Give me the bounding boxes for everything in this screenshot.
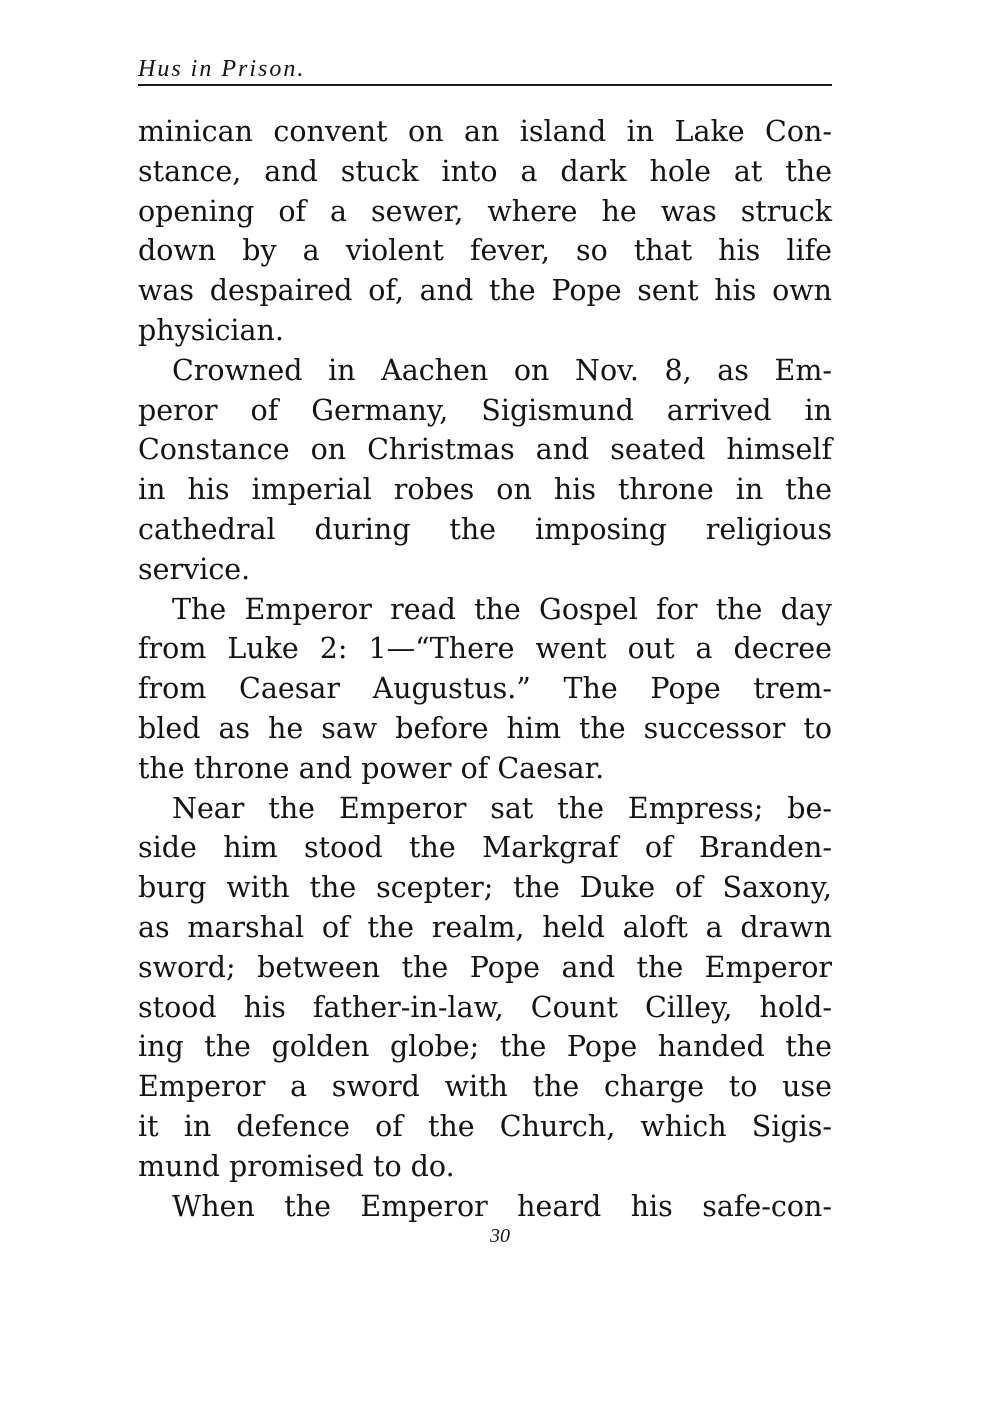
text-line: The Emperor read the Gospel for the day	[172, 592, 832, 626]
text-line: in his imperial robes on his throne in the	[138, 473, 832, 507]
text-line: peror of Germany, Sigismund arrived in	[138, 393, 832, 427]
text-line: the throne and power of Caesar.	[138, 751, 605, 785]
text-line: opening of a sewer, where he was struck	[138, 194, 832, 228]
text-line: mund promised to do.	[138, 1149, 455, 1183]
text-line: stance, and stuck into a dark hole at the	[138, 154, 832, 188]
text-line: Emperor a sword with the charge to use	[138, 1070, 832, 1104]
text-line: When the Emperor heard his safe-con-	[172, 1189, 832, 1223]
text-line: minican convent on an island in Lake Con-	[138, 115, 832, 148]
text-line: from Caesar Augustus.” The Pope trem-	[138, 672, 832, 706]
text-line: Constance on Christmas and seated himself	[138, 433, 832, 467]
body-text	[138, 112, 832, 1226]
text-line: was despaired of, and the Pope sent his own	[138, 274, 832, 308]
text-line: stood his father-in-law, Count Cilley, hold-	[138, 990, 832, 1024]
running-title: Hus in Prison.	[138, 56, 306, 82]
text-line: side him stood the Markgraf of Branden-	[138, 831, 832, 865]
text-line: cathedral during the imposing religious	[138, 512, 832, 546]
text-line: service.	[138, 552, 251, 586]
paragraph	[138, 789, 832, 1187]
running-head	[138, 54, 832, 86]
page-number: 30	[490, 1225, 510, 1247]
paragraph	[138, 1187, 832, 1227]
text-line: it in defence of the Church, which Sigis-	[138, 1109, 832, 1143]
text-line: bled as he saw before him the successor to	[138, 711, 832, 745]
paragraph	[138, 112, 832, 351]
text-line: Near the Emperor sat the Empress; be-	[172, 791, 832, 825]
paragraph	[138, 351, 832, 590]
text-line: from Luke 2: 1—“There went out a decree	[138, 632, 832, 666]
text-line: sword; between the Pope and the Emperor	[138, 950, 832, 984]
text-line: as marshal of the realm, held aloft a drawn	[138, 910, 832, 944]
paragraph	[138, 590, 832, 789]
text-line: Crowned in Aachen on Nov. 8, as Em-	[172, 353, 832, 387]
text-line: physician.	[138, 313, 284, 347]
text-line: down by a violent fever, so that his life	[138, 234, 832, 268]
text-line: ing the golden globe; the Pope handed the	[138, 1030, 832, 1064]
text-line: burg with the scepter; the Duke of Saxony,	[138, 871, 832, 905]
